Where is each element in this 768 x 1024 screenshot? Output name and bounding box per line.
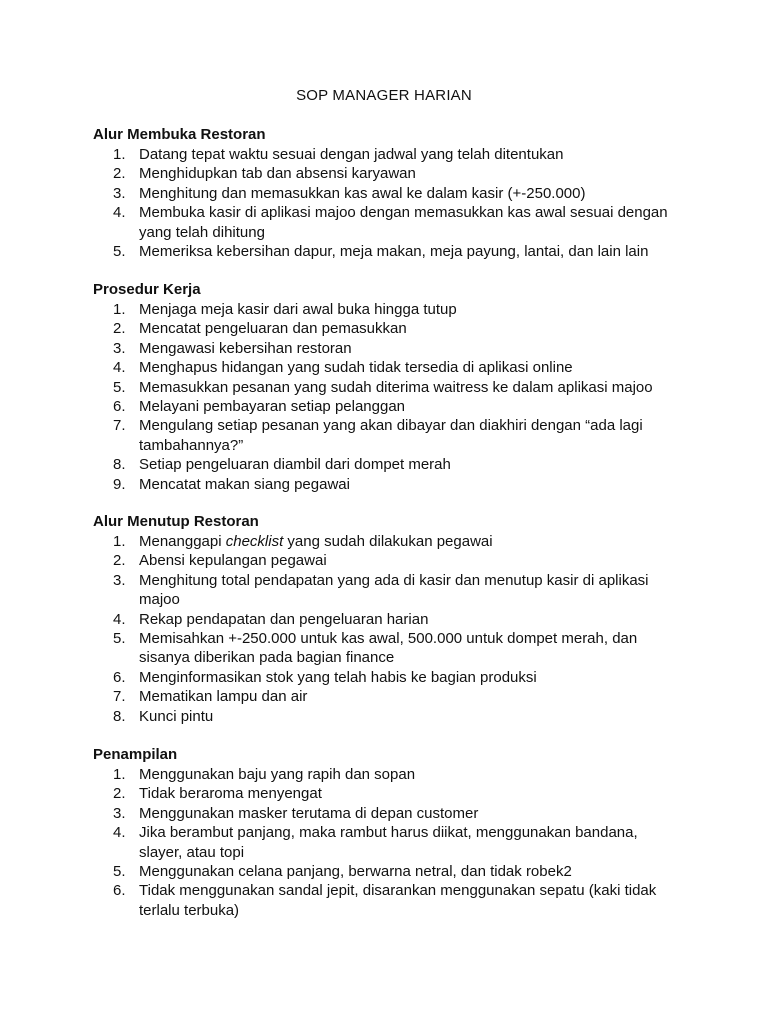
item-text: Menggunakan masker terutama di depan customer (139, 804, 479, 822)
item-number: 5. (113, 378, 126, 396)
list-item (0, 804, 679, 823)
list-item (0, 610, 679, 629)
list-item (0, 687, 679, 706)
item-text: Mengawasi kebersihan restoran (139, 339, 352, 357)
item-text-italic: checklist (225, 533, 284, 550)
item-number: 4. (113, 204, 126, 222)
item-number: 4. (113, 824, 126, 842)
list-item (0, 358, 679, 377)
item-number: 7. (113, 688, 126, 706)
item-number: 5. (113, 243, 126, 261)
item-number: 4. (113, 610, 126, 628)
item-number: 2. (113, 320, 126, 338)
item-text: Memisahkan +-250.000 untuk kas awal, 500.000 untuk dompet merah, dan sisanya diberikan pada bagian finance (139, 630, 638, 667)
item-text: Membuka kasir di aplikasi majoo dengan memasukkan kas awal sesuai dengan yang telah dihitung (139, 204, 668, 241)
item-text: Tidak beraroma menyengat (139, 785, 322, 803)
item-number: 1. (113, 766, 126, 783)
item-number: 5. (113, 630, 126, 648)
item-text: Mengulang setiap pesanan yang akan dibayar dan diakhiri dengan “ada lagi tambahannya?” (139, 417, 643, 454)
item-number: 6. (113, 668, 126, 686)
list-prosedur-kerja (0, 300, 768, 494)
list-item (0, 378, 679, 397)
list-item (0, 881, 679, 920)
list-item (0, 551, 679, 570)
item-number: 1. (113, 533, 126, 550)
item-text: Menghapus hidangan yang sudah tidak tersedia di aplikasi online (139, 359, 573, 377)
item-number: 3. (113, 184, 126, 202)
list-item (0, 145, 679, 164)
item-text: Abensi kepulangan pegawai (139, 552, 327, 570)
list-item (0, 319, 679, 338)
list-item (0, 164, 679, 183)
list-item (0, 416, 679, 455)
list-item (0, 784, 679, 803)
item-text: Datang tepat waktu sesuai dengan jadwal yang telah ditentukan (139, 146, 564, 163)
item-text: Menghitung dan memasukkan kas awal ke dalam kasir (+-250.000) (139, 184, 586, 202)
item-text-before: Menanggapi (139, 533, 226, 550)
list-item (0, 571, 679, 610)
item-number: 9. (113, 475, 126, 493)
item-number: 3. (113, 571, 126, 589)
item-text: Kunci pintu (139, 707, 214, 725)
list-item (0, 629, 679, 668)
list-item (0, 668, 679, 687)
item-text: Menghidupkan tab dan absensi karyawan (139, 165, 416, 183)
item-text: Mencatat makan siang pegawai (139, 475, 350, 493)
item-number: 4. (113, 359, 126, 377)
list-penampilan (0, 765, 768, 920)
list-item (0, 475, 679, 494)
list-item (0, 823, 679, 862)
item-text (139, 532, 679, 551)
item-text: Melayani pembayaran setiap pelanggan (139, 398, 406, 416)
item-number: 7. (113, 417, 126, 435)
item-number: 6. (113, 882, 126, 900)
item-text: Mencatat pengeluaran dan pemasukkan (139, 320, 407, 338)
item-text: Memeriksa kebersihan dapur, meja makan, meja payung, lantai, dan lain lain (139, 243, 649, 261)
list-alur-menutup (0, 532, 768, 726)
list-item (0, 862, 679, 881)
item-text: Tidak menggunakan sandal jepit, disarankan menggunakan sepatu (kaki tidak terlalu terbuka) (139, 882, 657, 919)
item-number: 1. (113, 301, 126, 318)
item-text: Setiap pengeluaran diambil dari dompet merah (139, 456, 451, 474)
list-item (0, 300, 679, 319)
item-text: Menginformasikan stok yang telah habis ke bagian produksi (139, 668, 537, 686)
item-text: Menghitung total pendapatan yang ada di kasir dan menutup kasir di aplikasi majoo (139, 571, 649, 609)
item-number: 2. (113, 165, 126, 183)
list-item (0, 532, 679, 551)
item-text: Jika berambut panjang, maka rambut harus diikat, menggunakan bandana, slayer, atau topi (139, 824, 638, 861)
item-number: 8. (113, 456, 126, 474)
item-text: Menggunakan celana panjang, berwarna netral, dan tidak robek2 (139, 863, 572, 881)
item-text: Menggunakan baju yang rapih dan sopan (139, 766, 416, 783)
item-text: Memasukkan pesanan yang sudah diterima waitress ke dalam aplikasi majoo (139, 378, 653, 396)
list-item (0, 455, 679, 474)
section-heading-penampilan: Penampilan (93, 746, 178, 763)
item-text: Menjaga meja kasir dari awal buka hingga tutup (139, 301, 457, 318)
list-item (0, 242, 679, 261)
item-number: 3. (113, 804, 126, 822)
section-heading-prosedur-kerja: Prosedur Kerja (93, 281, 201, 298)
item-text: Mematikan lampu dan air (139, 688, 308, 706)
item-number: 1. (113, 146, 126, 163)
item-number: 5. (113, 863, 126, 881)
list-item (0, 339, 679, 358)
list-item (0, 765, 679, 784)
item-number: 3. (113, 339, 126, 357)
list-alur-membuka (0, 145, 768, 261)
list-item (0, 707, 679, 726)
section-heading-alur-membuka: Alur Membuka Restoran (93, 126, 266, 143)
section-heading-alur-menutup: Alur Menutup Restoran (93, 513, 259, 530)
list-item (0, 397, 679, 416)
item-number: 6. (113, 398, 126, 416)
item-number: 2. (113, 552, 126, 570)
item-text-after: yang sudah dilakukan pegawai (283, 533, 493, 550)
list-item (0, 184, 679, 203)
item-text: Rekap pendapatan dan pengeluaran harian (139, 610, 429, 628)
item-number: 8. (113, 707, 126, 725)
item-number: 2. (113, 785, 126, 803)
list-item (0, 203, 679, 242)
document-title: SOP MANAGER HARIAN (296, 87, 472, 104)
